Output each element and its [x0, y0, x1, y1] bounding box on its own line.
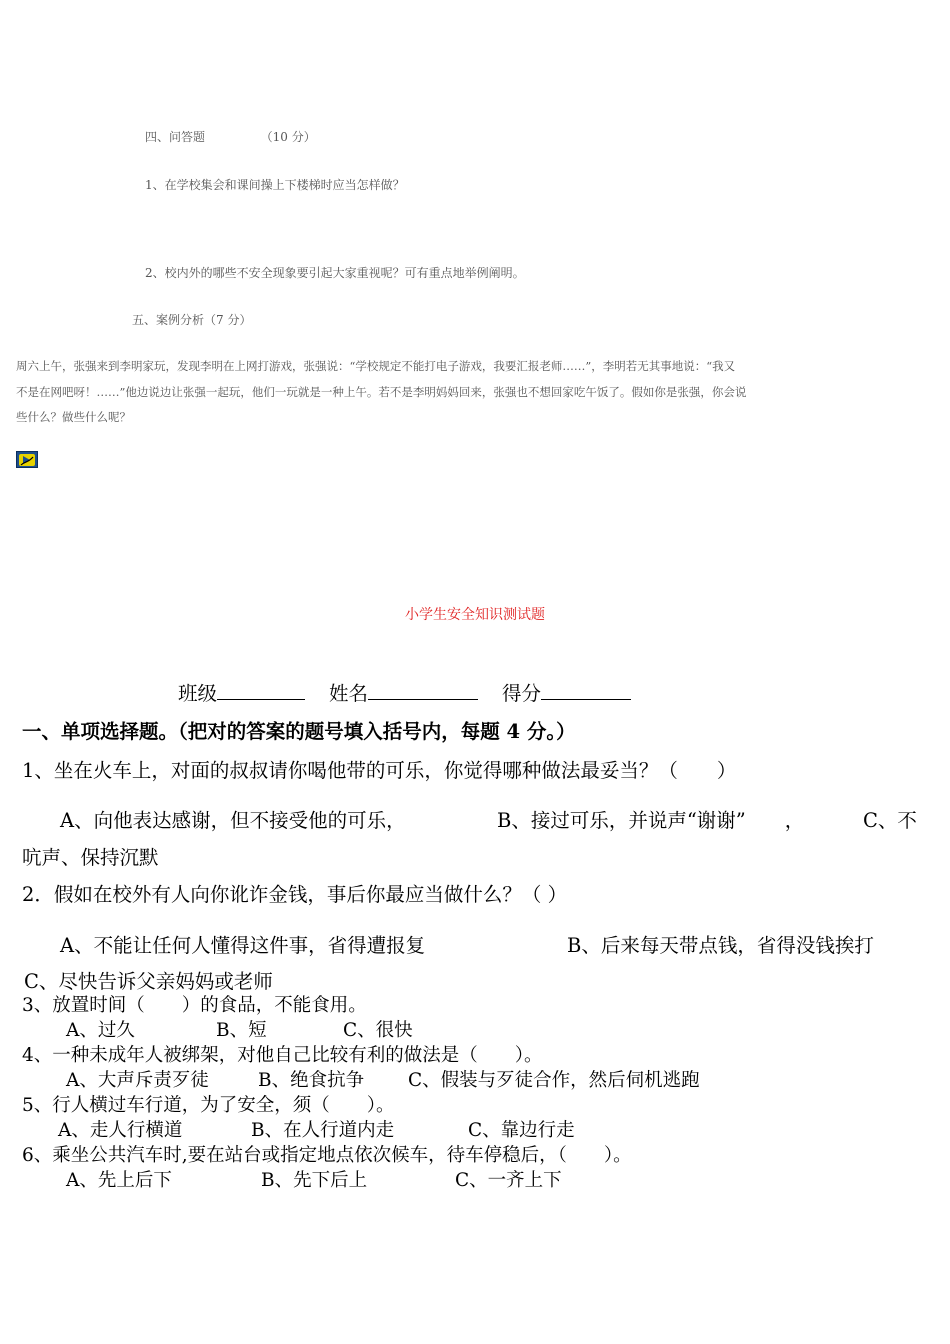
- class-blank[interactable]: [217, 681, 305, 700]
- case-line-3: 些什么？做些什么呢？: [16, 410, 131, 424]
- q3-option-b: B、短: [216, 1020, 267, 1041]
- q4-option-a: A、大声斥责歹徒: [66, 1070, 209, 1091]
- question-5: 5、行人横过车行道，为了安全，须（ ）。: [22, 1095, 395, 1116]
- question-1: 1、坐在火车上，对面的叔叔请你喝他带的可乐，你觉得哪种做法最妥当？（ ）: [22, 759, 737, 782]
- q6-option-b: B、先下后上: [261, 1170, 368, 1191]
- q4-score: （10 分）: [260, 130, 316, 144]
- q2-option-a: A、不能让任何人懂得这件事，省得遭报复: [60, 934, 426, 957]
- case-line-1: 周六上午，张强来到李明家玩，发现李明在上网打游戏，张强说：“学校规定不能打电子游戏，我要汇报老师……”，李明若无其事地说：“我又: [16, 359, 736, 373]
- q3-option-c: C、很快: [343, 1020, 413, 1041]
- score-blank[interactable]: [541, 681, 631, 700]
- q5-heading: 五、案例分析（7 分）: [132, 313, 252, 327]
- info-line: [178, 678, 631, 706]
- q4-item-1: 1、在学校集会和课间操上下楼梯时应当怎样做？: [145, 178, 405, 192]
- question-3: 3、放置时间（ ）的食品，不能食用。: [22, 995, 367, 1016]
- q2-option-c: C、尽快告诉父亲妈妈或老师: [24, 970, 273, 993]
- question-2: 2．假如在校外有人向你讹诈金钱，事后你最应当做什么？（ ）: [22, 883, 568, 906]
- next-arrow-icon[interactable]: [16, 451, 38, 468]
- q4-item-2: 2、校内外的哪些不安全现象要引起大家重视呢？可有重点地举例阐明。: [145, 266, 525, 280]
- q4-option-b: B、绝食抗争: [258, 1070, 365, 1091]
- question-4: 4、一种未成年人被绑架，对他自己比较有利的做法是（ ）。: [22, 1045, 543, 1066]
- arrow-icon-face: [19, 454, 35, 466]
- q3-option-a: A、过久: [66, 1020, 135, 1041]
- q2-option-b: B、后来每天带点钱，省得没钱挨打: [567, 934, 874, 957]
- q5-option-c: C、靠边行走: [468, 1120, 575, 1141]
- q4-heading-text: 四、问答题: [145, 130, 206, 144]
- q1-option-c: C、不: [863, 809, 917, 832]
- q6-option-c: C、一齐上下: [455, 1170, 562, 1191]
- q1-option-a: A、向他表达感谢，但不接受他的可乐，: [60, 809, 406, 832]
- score-label: 得分: [502, 682, 542, 705]
- q4-option-c: C、假装与歹徒合作，然后伺机逃跑: [408, 1070, 700, 1091]
- class-label: 班级: [178, 682, 218, 705]
- q1-option-c-cont: 吭声、保持沉默: [22, 846, 159, 869]
- q5-option-a: A、走人行横道: [58, 1120, 183, 1141]
- q6-option-a: A、先上后下: [66, 1170, 172, 1191]
- name-label: 姓名: [329, 682, 369, 705]
- question-6: 6、乘坐公共汽车时,要在站台或指定地点依次候车，待车停稳后，（ ）。: [22, 1145, 632, 1166]
- q4-heading: [145, 128, 316, 145]
- section1-heading: 一、单项选择题。（把对的答案的题号填入括号内，每题 4 分。）: [22, 720, 576, 743]
- q5-option-b: B、在人行道内走: [251, 1120, 395, 1141]
- quiz-title: 小学生安全知识测试题: [405, 607, 545, 623]
- case-line-2: 不是在网吧呀！……”他边说边让张强一起玩，他们一玩就是一种上午。若不是李明妈妈回来，张强也不想回家吃午饭了。假如你是张强，你会说: [16, 385, 747, 399]
- name-blank[interactable]: [368, 681, 478, 700]
- q1-option-b: B、接过可乐，并说声“谢谢” ，: [497, 809, 805, 832]
